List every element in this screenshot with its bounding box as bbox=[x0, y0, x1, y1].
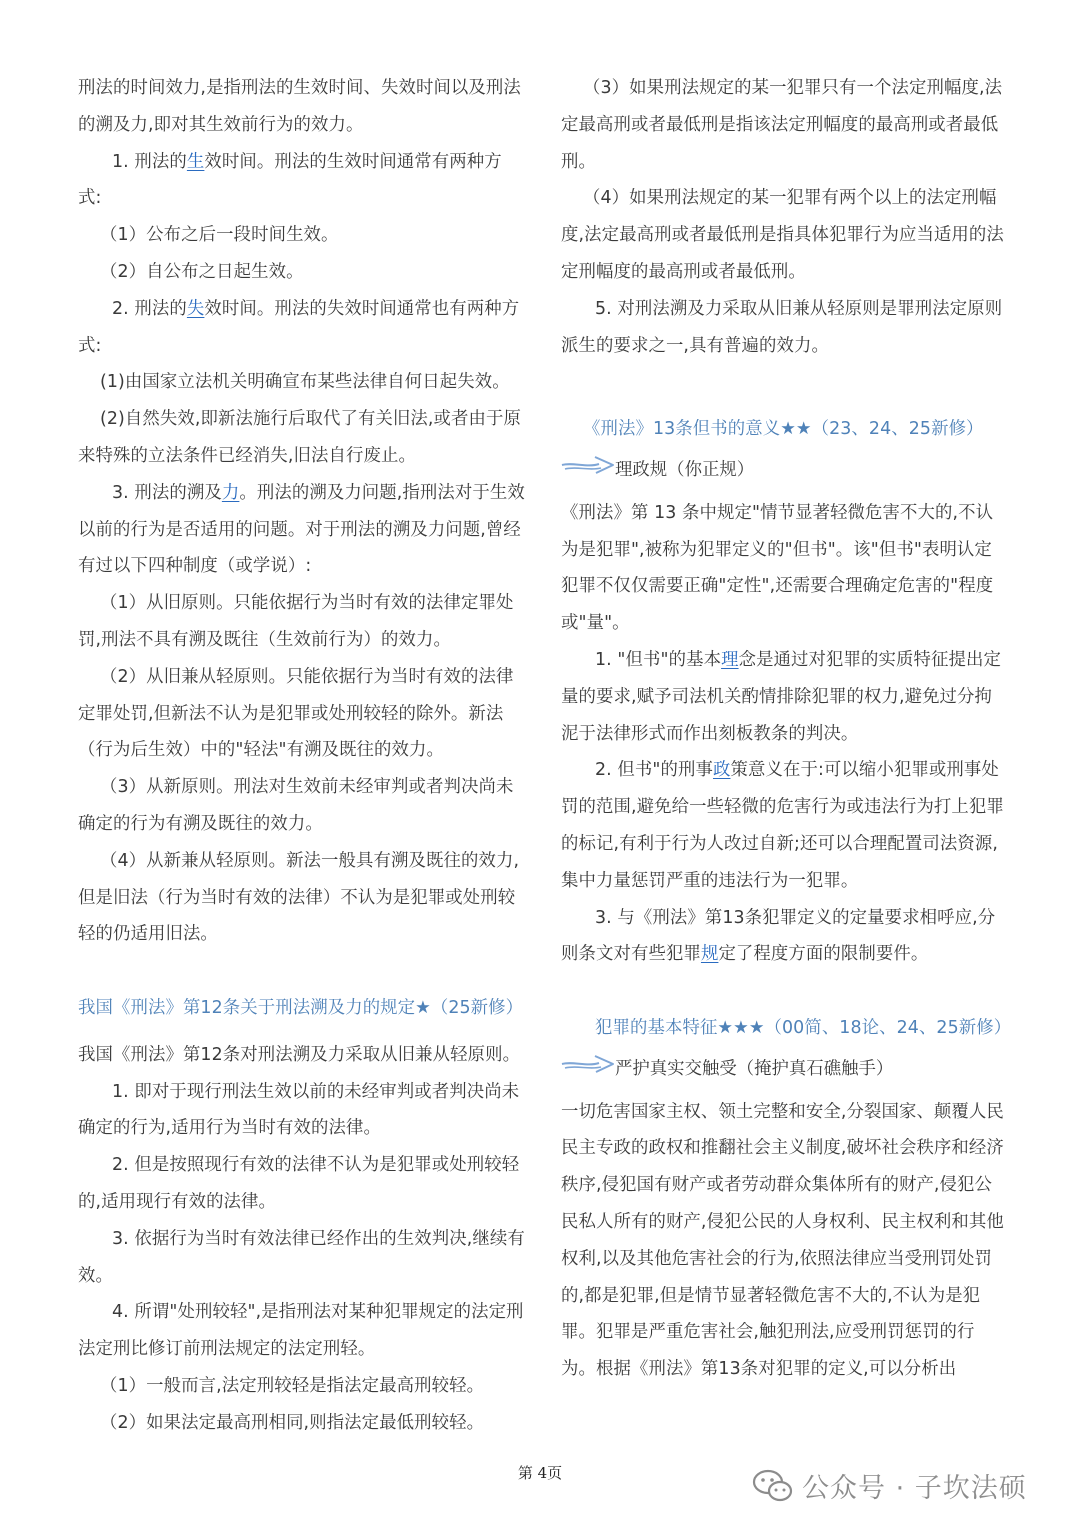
paragraph bbox=[561, 642, 1007, 752]
paragraph: （1）从旧原则。只能依据行为当时有效的法律定罪处罚,刑法不具有溯及既往（生效前行为）的效力。 bbox=[78, 593, 514, 650]
paragraph: （1）公布之后一段时间生效。 bbox=[100, 225, 339, 246]
mnemonic-text: 严护真实交触受（掩护真石礁触手） bbox=[615, 1058, 894, 1079]
paragraph bbox=[78, 144, 525, 218]
text-run: 念是通过对犯罪的实质特征提出定量的要求,赋予司法机关酌情排除犯罪的权力,避免过分拘泥于法律形式而作出刻板教条的判决。 bbox=[561, 649, 1001, 744]
highlight-char: 政 bbox=[712, 760, 731, 781]
paragraph: 我国《刑法》第12条对刑法溯及力采取从旧兼从轻原则。 bbox=[78, 1044, 521, 1065]
paragraph: 刑法的时间效力,是指刑法的生效时间、失效时间以及刑法的溯及力,即对其生效前行为的效力。 bbox=[78, 78, 521, 135]
watermark-text: 公众号 · 子坎法硕 bbox=[802, 1473, 1027, 1504]
spacer bbox=[78, 953, 525, 990]
paragraph: 2. 但是按照现行有效的法律不认为是犯罪或处刑较轻的,适用现行有效的法律。 bbox=[78, 1155, 520, 1212]
text-run: 效时间。刑法的失效时间通常也有两种方式: bbox=[78, 298, 520, 356]
paragraph bbox=[561, 752, 1007, 899]
paragraph: （3）如果刑法规定的某一犯罪只有一个法定刑幅度,法定最高刑或者最低刑是指该法定刑幅度的最高刑或者最低刑。 bbox=[561, 78, 1003, 172]
paragraph: (2)自然失效,即新法施行后取代了有关旧法,或者由于原来特殊的立法条件已经消失,旧法自行废止。 bbox=[78, 409, 521, 466]
paragraph: （3）从新原则。刑法对生效前未经审判或者判决尚未确定的行为有溯及既往的效力。 bbox=[78, 777, 514, 834]
mnemonic-line bbox=[561, 452, 1007, 489]
text-run: 。刑法的溯及力问题,指刑法对于生效以前的行为是否适用的问题。对于刑法的溯及力问题,曾经有过以下四种制度（或学说）: bbox=[78, 482, 525, 577]
arrow-icon bbox=[561, 452, 615, 489]
arrow-icon bbox=[561, 1051, 615, 1088]
text-run: 3. 刑法的溯及 bbox=[112, 482, 222, 503]
paragraph: （2）从旧兼从轻原则。只能依据行为当时有效的法律定罪处罚,但新法不认为是犯罪或处刑较轻的除外。新法（行为后生效）中的"轻法"有溯及既往的效力。 bbox=[78, 666, 514, 761]
paragraph: 3. 依据行为当时有效法律已经作出的生效判决,继续有效。 bbox=[78, 1228, 525, 1286]
text-run: 策意义在于:可以缩小犯罪或刑事处罚的范围,避免给一些轻微的危害行为或违法行为打上犯罪的标记,有利于行为人改过自新;还可以合理配置司法资源,集中力量惩罚严重的违法行为一犯罪。 bbox=[561, 760, 1004, 891]
spacer bbox=[561, 364, 1007, 401]
paragraph bbox=[78, 291, 525, 365]
wechat-icon bbox=[752, 1468, 794, 1504]
left-column bbox=[78, 70, 525, 1441]
paragraph: （4）如果刑法规定的某一犯罪有两个以上的法定刑幅度,法定最高刑或者最低刑是指具体犯罪行为应当适用的法定刑幅度的最高刑或者最低刑。 bbox=[561, 188, 1004, 282]
paragraph: （2）自公布之日起生效。 bbox=[100, 261, 304, 282]
spacer bbox=[78, 1027, 525, 1037]
mnemonic-text: 理政规（你正规） bbox=[615, 459, 755, 480]
section-heading: 我国《刑法》第12条关于刑法溯及力的规定★（25新修） bbox=[78, 997, 524, 1018]
text-run: 定了程度方面的限制要件。 bbox=[718, 944, 929, 965]
paragraph: (1)由国家立法机关明确宣布某些法律自何日起失效。 bbox=[100, 372, 510, 393]
text-run: 2. 但书"的刑事 bbox=[595, 760, 713, 781]
text-run: 3. 与《刑法》第13条犯罪定义的定量要求相呼应,分则条文对有些犯罪 bbox=[561, 907, 996, 965]
text-run: 2. 刑法的 bbox=[112, 298, 187, 319]
paragraph: 1. 即对于现行刑法生效以前的未经审判或者判决尚未确定的行为,适用行为当时有效的法律。 bbox=[78, 1081, 520, 1139]
spacer bbox=[561, 973, 1007, 1010]
highlight-char: 理 bbox=[721, 649, 739, 670]
watermark bbox=[752, 1466, 1027, 1505]
paragraph: 《刑法》第 13 条中规定"情节显著轻微危害不大的,不认为是犯罪",被称为犯罪定义的"但书"。该"但书"表明认定犯罪不仅仅需要正确"定性",还需要合理确定危害的"程度或"量"。 bbox=[561, 502, 994, 634]
highlight-char: 力 bbox=[221, 482, 240, 503]
paragraph: 4. 所谓"处刑较轻",是指刑法对某种犯罪规定的法定刑法定刑比修订前刑法规定的法定刑轻。 bbox=[78, 1302, 524, 1360]
paragraph: 一切危害国家主权、领土完整和安全,分裂国家、颠覆人民民主专政的政权和推翻社会主义制度,破坏社会秩序和经济秩序,侵犯国有财产或者劳动群众集体所有的财产,侵犯公民私人所有的财产,侵犯公民的人身权利、民主权利和其他权利,以及其他危害社会的行为,依照法律应当受刑罚处罚的,都是犯罪,但是情节显著轻微危害不大的,不认为是犯罪。犯罪是严重危害社会,触犯刑法,应受刑罚惩罚的行为。根据《刑法》第13条对犯罪的定义,可以分析出 bbox=[561, 1101, 1004, 1380]
page-number: 第 4页 bbox=[517, 1464, 563, 1482]
section-heading: 《刑法》13条但书的意义★★（23、24、25新修） bbox=[583, 419, 984, 440]
highlight-char: 规 bbox=[700, 944, 719, 965]
section-heading: 犯罪的基本特征★★★（00简、18论、24、25新修） bbox=[595, 1017, 1012, 1038]
highlight-char: 失 bbox=[186, 298, 205, 319]
paragraph: （1）一般而言,法定刑较轻是指法定最高刑较轻。 bbox=[100, 1375, 485, 1396]
paragraph: （4）从新兼从轻原则。新法一般具有溯及既往的效力,但是旧法（行为当时有效的法律）不认为是犯罪或处刑较轻的仍适用旧法。 bbox=[78, 850, 520, 945]
text-run: 1. 刑法的 bbox=[112, 151, 187, 172]
paragraph: （2）如果法定最高刑相同,则指法定最低刑较轻。 bbox=[100, 1412, 485, 1433]
paragraph bbox=[78, 475, 525, 585]
text-run: 1. "但书"的基本 bbox=[595, 649, 722, 670]
right-column bbox=[561, 70, 1012, 1388]
paragraph: 5. 对刑法溯及力采取从旧兼从轻原则是罪刑法定原则派生的要求之一,具有普遍的效力。 bbox=[561, 298, 1003, 356]
highlight-char: 生 bbox=[186, 151, 205, 172]
spacer bbox=[561, 401, 1007, 411]
paragraph bbox=[561, 900, 1007, 974]
text-run: 效时间。刑法的生效时间通常有两种方式: bbox=[78, 151, 502, 209]
mnemonic-line bbox=[561, 1051, 1007, 1088]
